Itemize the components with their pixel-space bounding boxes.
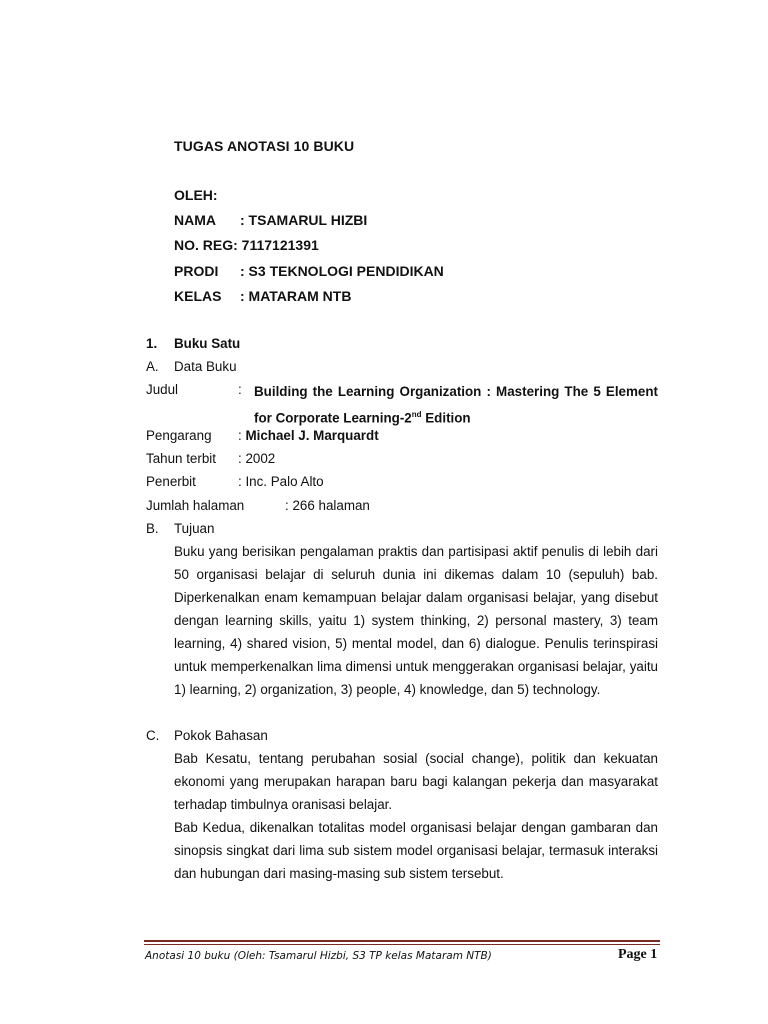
author-kelas-row (174, 288, 351, 304)
author-reg-label: NO. REG: (174, 237, 238, 253)
page-number: Page 1 (618, 947, 658, 962)
author-reg-value: 7117121391 (237, 237, 319, 253)
author-prodi-value: : S3 TEKNOLOGI PENDIDIKAN (240, 263, 444, 279)
subsection-c-heading: Pokok Bahasan (174, 728, 268, 743)
subsection-a-letter: A. (146, 359, 159, 374)
jumlah-value: : 266 halaman (285, 498, 370, 513)
author-name-row (174, 212, 367, 228)
judul-label: Judul (146, 382, 179, 397)
pengarang-label: Pengarang (146, 428, 212, 443)
footer-rule-thin (144, 944, 660, 945)
author-prodi-row (174, 263, 444, 279)
subsection-a-heading: Data Buku (174, 359, 237, 374)
penerbit-value: : Inc. Palo Alto (238, 474, 324, 489)
tahun-value: : 2002 (238, 451, 276, 466)
book-title-edition: Edition (421, 410, 471, 426)
judul-colon: : (238, 382, 242, 397)
pengarang-row (238, 428, 379, 443)
document-title: TUGAS ANOTASI 10 BUKU (174, 138, 355, 154)
book-title (254, 380, 658, 429)
author-kelas-label: KELAS (174, 288, 222, 304)
pokok-paragraph-2: Bab Kedua, dikenalkan totalitas model organisasi belajar dengan gambaran dan sinopsis singkat dari lima sub sistem model organisasi belajar, termasuk interaksi dan hubungan dari masing-masing sub sistem tersebut. (174, 820, 658, 881)
footer-text: Anotasi 10 buku (Oleh: Tsamarul Hizbi, S3 TP kelas Mataram NTB) (145, 950, 492, 962)
author-heading: OLEH: (174, 187, 218, 203)
author-kelas-value: : MATARAM NTB (240, 288, 352, 304)
tujuan-paragraph (174, 540, 658, 701)
section-heading: Buku Satu (174, 336, 241, 351)
pengarang-value: Michael J. Marquardt (245, 428, 379, 443)
tujuan-text: Buku yang berisikan pengalaman praktis dan partisipasi aktif penulis di lebih dari 50 organisasi belajar di seluruh dunia ini dikemas dalam 10 (sepuluh) bab. Diperkenalkan enam kemampuan belajar dalam organisasi belajar, yang disebut dengan learning skills, yaitu 1) system thinking, 2) personal mastery, 3) team learning, 4) shared vision, 5) mental model, dan 6) dialogue. Penulis terinspirasi untuk memperkenalkan lima dimensi untuk menggerakan organisasi belajar, yaitu 1) learning, 2) organization, 3) people, 4) knowledge, dan 5) technology. (174, 544, 658, 697)
subsection-b-letter: B. (146, 521, 159, 536)
author-reg-row (174, 237, 319, 253)
pokok-bahasan-paragraphs (174, 747, 658, 885)
book-title-superscript: nd (411, 410, 422, 419)
book-title-main: Building the Learning Organization : Mastering The 5 Element for Corporate Learning-2 (254, 384, 658, 426)
subsection-b-heading: Tujuan (174, 521, 215, 536)
author-prodi-label: PRODI (174, 263, 219, 279)
pengarang-colon: : (238, 428, 246, 443)
pokok-paragraph-1: Bab Kesatu, tentang perubahan sosial (social change), politik dan kekuatan ekonomi yang merupakan harapan baru bagi kalangan pekerja dan masyarakat terhadap timbulnya oranisasi belajar. (174, 751, 658, 812)
footer-rule (144, 940, 660, 942)
subsection-c-letter: C. (146, 728, 160, 743)
author-name-value: : TSAMARUL HIZBI (240, 212, 368, 228)
jumlah-label: Jumlah halaman (146, 498, 245, 513)
penerbit-label: Penerbit (146, 474, 196, 489)
section-number: 1. (146, 336, 158, 351)
author-name-label: NAMA (174, 212, 216, 228)
tahun-label: Tahun terbit (146, 451, 216, 466)
